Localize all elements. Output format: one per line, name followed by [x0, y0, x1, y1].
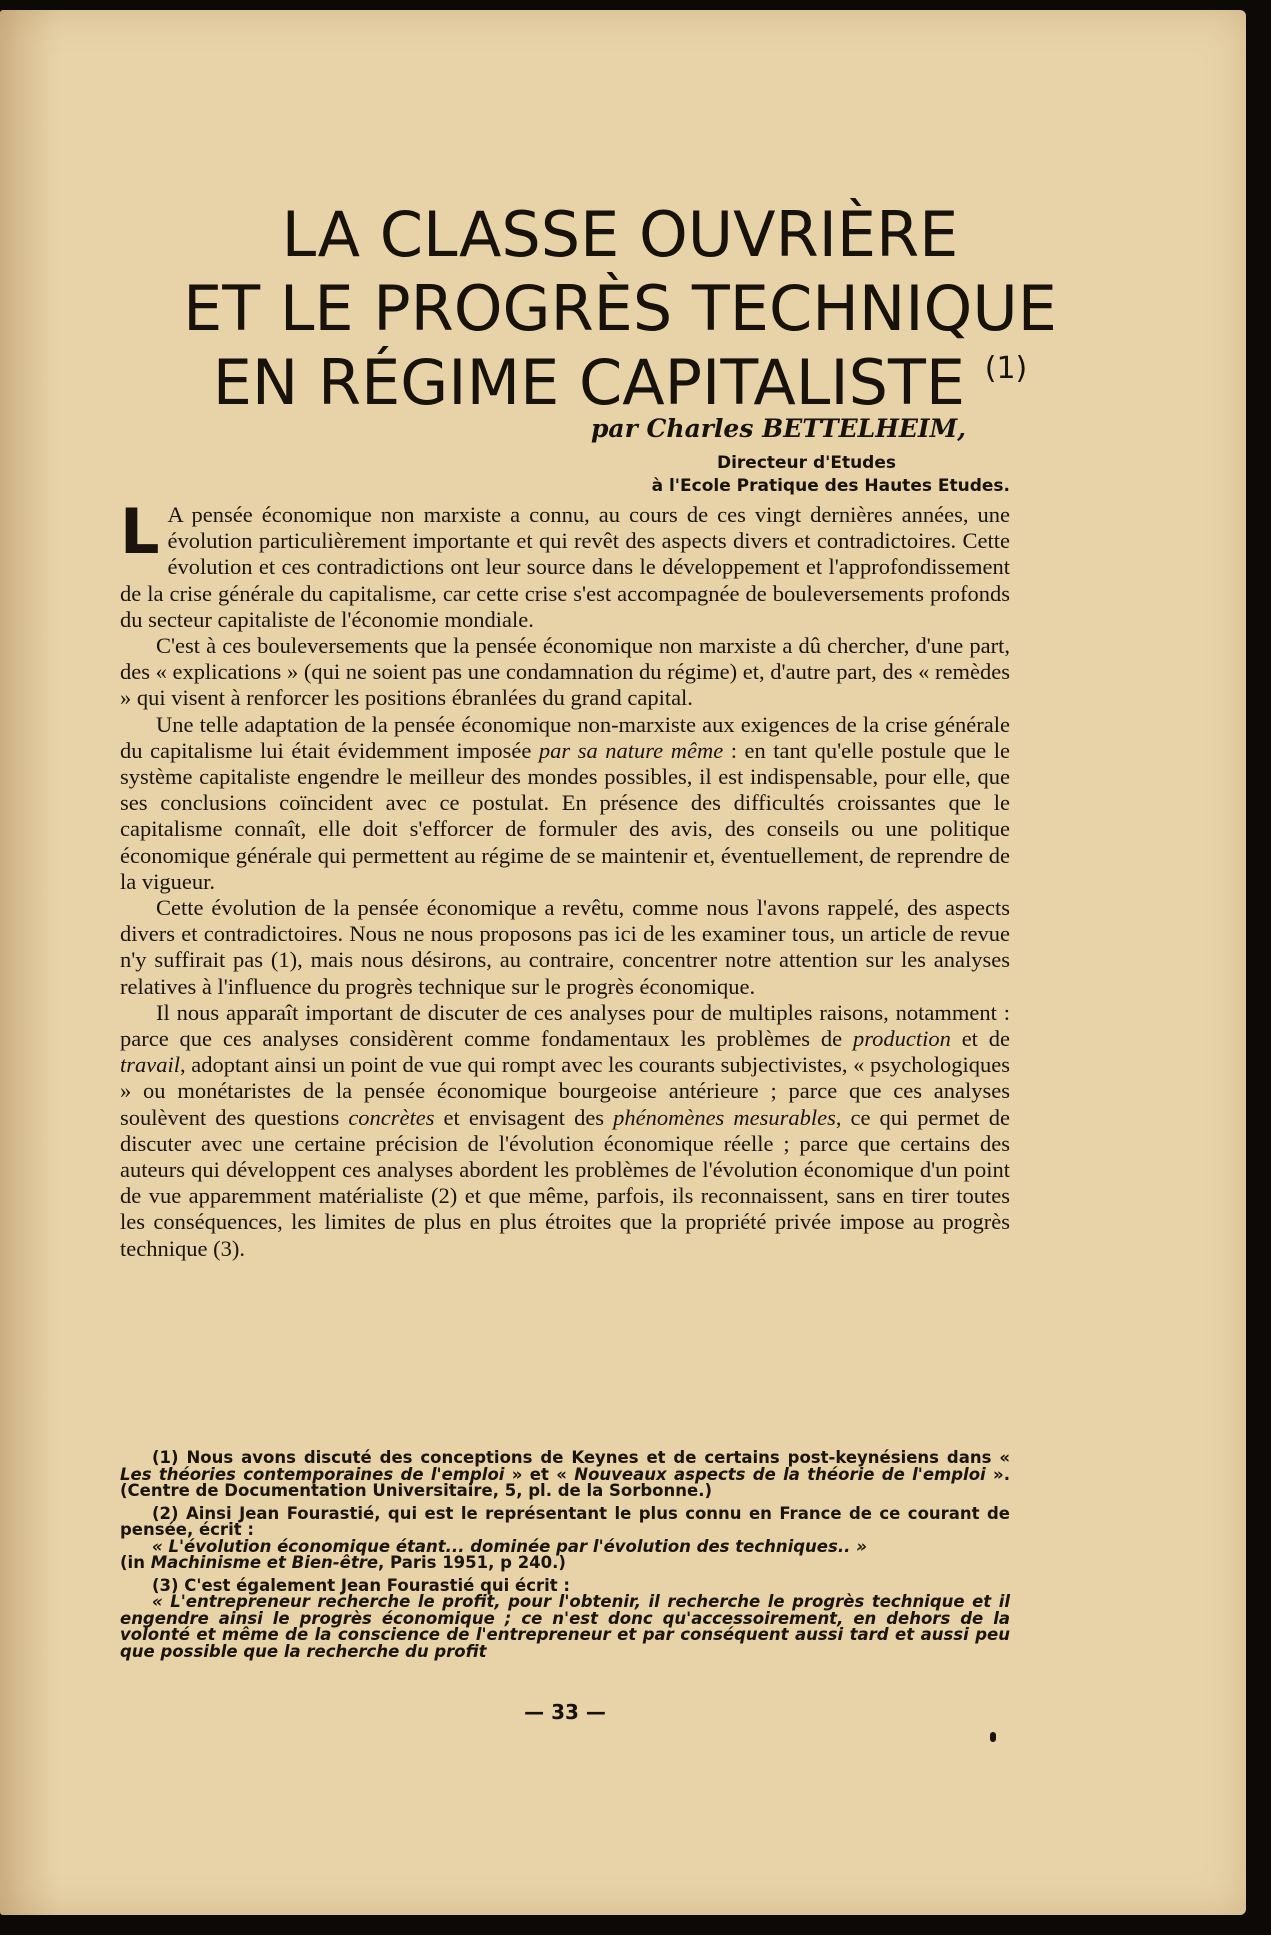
paragraph-5-part-e: , ce qui permet de discuter avec une certaine précision de l'évolution économique réelle ; parce que certains des auteurs qui développent ces analyses abordent les problèmes de l'évolution économique d'un point de vue apparemment matérialiste (2) et que même, parfois, ils reconnaissent, sans en tirer toutes les conséquences, les limites de plus en plus étroites que la propriété privée impose au progrès technique (3).: [120, 1104, 1010, 1261]
author-byline: par Charles BETTELHEIM,: [590, 414, 966, 443]
article-title-line-1: LA CLASSE OUVRIÈRE: [281, 198, 959, 271]
author-institution: à l'Ecole Pratique des Hautes Etudes.: [651, 476, 1010, 496]
paragraph-5-emphasis-2: travail: [120, 1052, 180, 1078]
footnote-2: (2) Ainsi Jean Fourastié, qui est le représentant le plus connu en France de ce courant de pensée, écrit :: [120, 1503, 1010, 1539]
footnote-1-title-2: Nouveaux aspects de la théorie de l'emploi: [574, 1464, 986, 1484]
footnote-2-reference: [120, 1555, 1010, 1572]
article-body: [120, 495, 1010, 1262]
title-note-marker: (1): [984, 351, 1028, 386]
footnote-3: (3) C'est également Jean Fourastié qui écrit :: [152, 1575, 571, 1595]
paragraph-5-emphasis-4: phénomènes mesurables: [613, 1104, 836, 1130]
paragraph-3-emphasis: par sa nature même: [538, 737, 724, 763]
paragraph-5: [120, 1000, 1010, 1262]
drop-cap: L: [120, 495, 160, 568]
paragraph-3-part-a: Une telle adaptation de la pensée économique non-marxiste aux exigences de la crise générale du capitalisme lui était évidemment imposée: [120, 711, 1010, 763]
paragraph-5-emphasis-1: production: [852, 1026, 951, 1052]
footnote-2-ref-b: , Paris 1951, p 240.): [378, 1553, 566, 1572]
footnote-2-quote: « L'évolution économique étant... dominée par l'évolution des techniques.. »: [152, 1536, 867, 1556]
footnotes: [120, 1450, 1010, 1660]
footnote-2-ref-a: (in: [120, 1553, 151, 1572]
article-title-line-2: ET LE PROGRÈS TECHNIQUE: [183, 272, 1057, 345]
paragraph-4: Cette évolution de la pensée économique a revêtu, comme nous l'avons rappelé, des aspects divers et contradictoires. Nous ne nous proposons pas ici de les examiner tous, un article de revue n'y suffirait pas (1), mais nous désirons, au contraire, concentrer notre attention sur les analyses relatives à l'influence du progrès technique sur le progrès économique.: [120, 895, 1010, 999]
footnote-3-quote: « L'entrepreneur recherche le profit, pour l'obtenir, il recherche le progrès technique et il engendre ainsi le progrès économique ; ce n'est donc qu'accessoirement, en dehors de la volonté et même de la conscience de l'entrepreneur et par conséquent aussi tard et aussi peu que possible que la recherche du profit: [120, 1592, 1010, 1661]
footnote-1-part-b: » et «: [504, 1464, 575, 1484]
article-title-line-3-text: EN RÉGIME CAPITALISTE: [212, 346, 966, 419]
paragraph-5-emphasis-3: concrètes: [348, 1104, 435, 1130]
paragraph-2: C'est à ces bouleversements que la pensée économique non marxiste a dû chercher, d'une part, des « explications » (qui ne soient pas une condamnation du régime) et, d'autre part, des « remèdes » qui visent à renforcer les positions ébranlées du grand capital.: [120, 633, 1010, 711]
paragraph-5-part-b: et de: [950, 1026, 1010, 1052]
paragraph-3-part-b: : en tant qu'elle postule que le système capitaliste engendre le meilleur des mondes possibles, il est indispensable, pour elle, que ses conclusions coïncident avec ce postulat. En présence des difficultés croissantes que le capitalisme connaît, elle doit s'efforcer de formuler des avis, des conseils ou une politique économique générale qui permettent au régime de se maintenir et, éventuellement, de reprendre de la vigueur.: [120, 737, 1010, 894]
footnote-1: [120, 1450, 1010, 1500]
book-page: [0, 10, 1246, 1915]
footnote-1-part-a: (1) Nous avons discuté des conceptions de Keynes et de certains post-keynésiens dans «: [152, 1448, 1010, 1467]
footnote-1-title-1: Les théories contemporaines de l'emploi: [120, 1464, 505, 1484]
paragraph-1-text: A pensée économique non marxiste a connu, au cours de ces vingt dernières années, une évolution particulièrement importante et qui revêt des aspects divers et contradictoires. Cette évolution et ces contradictions ont leur source dans le développement et l'approfondissement de la crise générale du capitalisme, car cette crise s'est accompagnée de bouleversements profonds du secteur capitaliste de l'économie mondiale.: [120, 502, 1010, 632]
footnote-1-part-c: ». (Centre de Documentation Universitaire, 5, pl. de la Sorbonne.): [120, 1464, 1010, 1500]
paragraph-5-part-a: Il nous apparaît important de discuter de ces analyses pour de multiples raisons, notamment : parce que ces analyses considèrent comme fondamentaux les problèmes de: [120, 999, 1010, 1052]
paragraph-1: [120, 495, 1010, 633]
paragraph-3: [120, 712, 1010, 895]
ink-spot: [990, 1732, 996, 1742]
page-number: — 33 —: [524, 1700, 606, 1724]
author-role: Directeur d'Etudes: [716, 453, 896, 473]
paragraph-5-part-d: et envisagent des: [434, 1104, 614, 1130]
footnote-2-ref-title: Machinisme et Bien-être: [150, 1553, 379, 1572]
paragraph-5-part-c: , adoptant ainsi un point de vue qui rompt avec les courants subjectivistes, « psychologiques » ou monétaristes de la pensée économique bourgeoise antérieure ; parce que ces analyses soulèvent des questions: [120, 1052, 1010, 1130]
